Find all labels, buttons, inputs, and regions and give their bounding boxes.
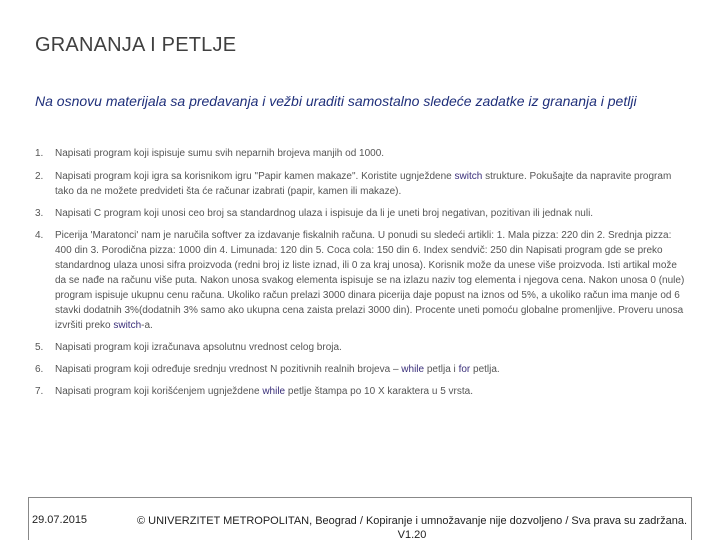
keyword-while: while xyxy=(401,364,425,375)
footer-copyright xyxy=(135,514,689,542)
task-number: 5. xyxy=(35,342,44,353)
task-number: 2. xyxy=(35,171,44,182)
task-number: 1. xyxy=(35,148,44,159)
task-text: Picerija 'Maratonci' nam je naručila softver za izdavanje fiskalnih računa. U ponudi su sledeći artikli: 1. Mala pizza: 220 din 2. Srednja pizza: 400 din 3. Porodična pizza: 1000 din 4. Limunada: 120 din 5. Coca cola: 150 din 6. Index sendvič: 250 din Napisati program gde se preko standardnog ulaza unosi sifra proizvoda (redni broj iz liste iznad, ili 0 za kraj unosa). Korisnik može da unese više proizvoda. Isti artikal može da se nađe na računu više puta. Nakon unosa svakog elementa ispisuje se na izlazu naziv tog elementa i njegova cena. Nakon unosa 0 (nule) program ispisuje ukupnu cenu računa. Ukoliko račun prelazi 3000 dinara picerija daje popust na iznos od 5%, a ukoliko račun ima manje od 6 stavki dodatnih 3%(dodatnih 3% samo ako ukupna cena zaista prelazi 3000 din). Procente uneti pomoću globalne promenljive. Proveru unosa izvršiti preko xyxy=(55,230,685,331)
task-item xyxy=(35,362,685,377)
task-text: petlje štampa po 10 X karaktera u 5 vrsta. xyxy=(285,386,474,397)
keyword-while: while xyxy=(262,386,286,397)
task-item xyxy=(35,228,685,333)
footer xyxy=(28,497,692,540)
task-item xyxy=(35,146,685,161)
task-item xyxy=(35,384,685,399)
task-text: Napisati program koji određuje srednju vrednost N pozitivnih realnih brojeva – xyxy=(55,364,402,375)
keyword-switch: switch xyxy=(454,171,483,182)
task-item xyxy=(35,340,685,355)
task-number: 7. xyxy=(35,386,44,397)
task-text: -a. xyxy=(141,320,153,331)
keyword-switch: switch xyxy=(113,320,142,331)
task-text: petlja i xyxy=(424,364,459,375)
task-text: Napisati program koji korišćenjem ugnježdene xyxy=(55,386,263,397)
task-list xyxy=(35,146,685,399)
task-text: Napisati program koji ispisuje sumu svih neparnih brojeva manjih od 1000. xyxy=(55,148,385,159)
task-text: Napisati program koji igra sa korisnikom igru "Papir kamen makaze". Koristite ugnježdene xyxy=(55,171,455,182)
task-item xyxy=(35,206,685,221)
task-number: 3. xyxy=(35,208,44,219)
task-number: 4. xyxy=(35,230,44,241)
page-subtitle: Na osnovu materijala sa predavanja i vežbi uraditi samostalno sledeće zadatke iz grananja i petlji xyxy=(35,93,637,109)
page-title: GRANANJA I PETLJE xyxy=(35,34,237,56)
task-number: 6. xyxy=(35,364,44,375)
task-text: petlja. xyxy=(470,364,500,375)
version-label: V1.20 xyxy=(397,529,427,541)
task-text: Napisati program koji izračunava apsolutnu vrednost celog broja. xyxy=(55,342,342,353)
copyright-text: © UNIVERZITET METROPOLITAN, Beograd / Kopiranje i umnožavanje nije dozvoljeno / Sva prava su zadržana. xyxy=(137,515,687,527)
task-text: strukture. Pokušajte da napravite program tako da ne možete predvideti šta će računar izabrati (papir, kamen ili makaze). xyxy=(55,171,672,197)
task-text: Napisati C program koji unosi ceo broj sa standardnog ulaza i ispisuje da li je uneti broj negativan, pozitivan ili jednak nuli. xyxy=(55,208,594,219)
task-item xyxy=(35,169,685,199)
keyword-for: for xyxy=(458,364,471,375)
footer-date: 29.07.2015 xyxy=(32,514,88,526)
